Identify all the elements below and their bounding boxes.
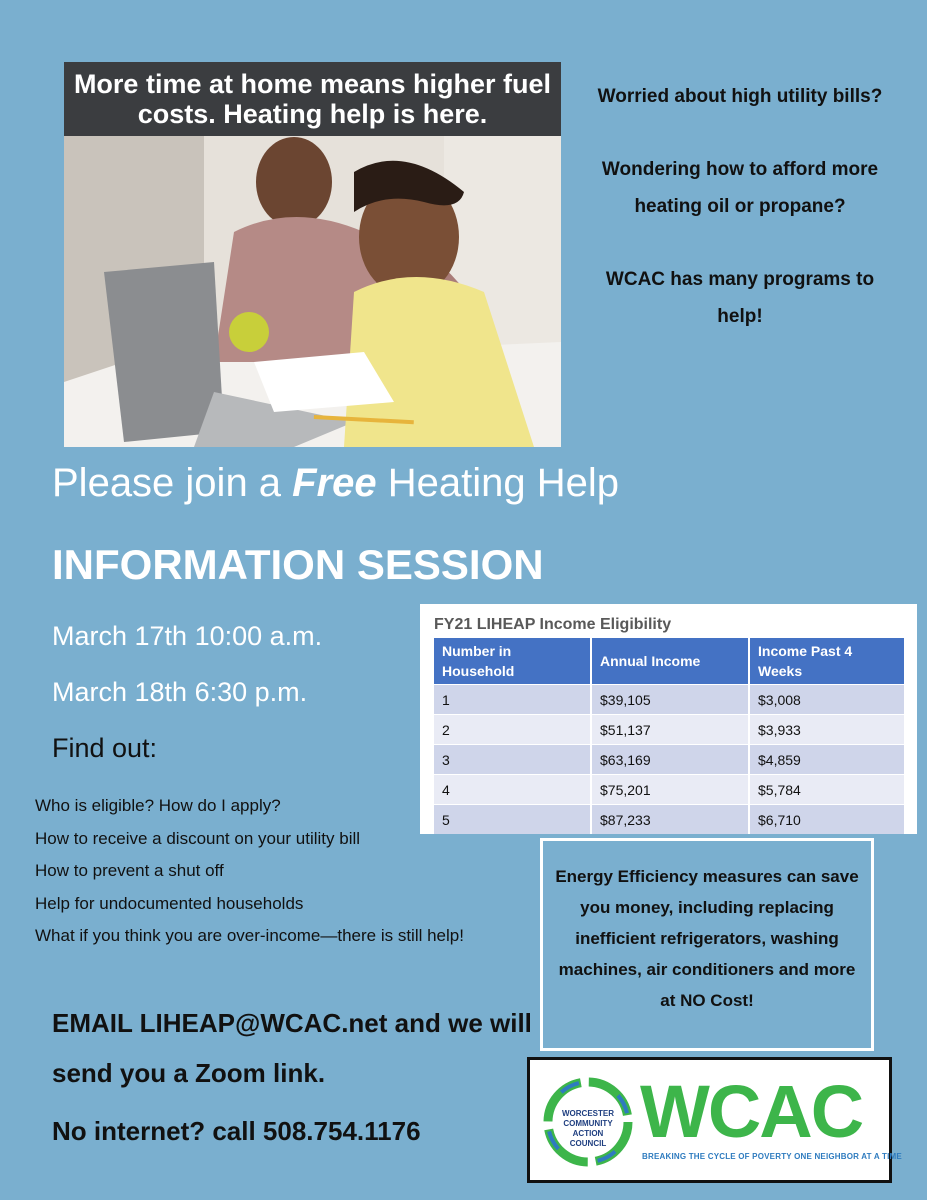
join-heading xyxy=(52,461,619,506)
wcac-wordmark: WCAC xyxy=(640,1070,863,1153)
session-date-1: March 17th 10:00 a.m. xyxy=(52,621,323,651)
email-instructions[interactable]: EMAIL LIHEAP@WCAC.net and we will send you a Zoom link. xyxy=(52,1008,532,1088)
join-free: Free xyxy=(292,461,377,505)
svg-text:COUNCIL: COUNCIL xyxy=(569,1139,607,1148)
topic-item: What if you think you are over-income—there is still help! xyxy=(35,926,464,945)
question-high-bills: Worried about high utility bills? xyxy=(597,86,883,107)
wcac-programs-note: WCAC has many programs to help! xyxy=(605,269,875,327)
table-cell: $63,169 xyxy=(591,745,749,775)
svg-text:COMMUNITY: COMMUNITY xyxy=(563,1119,613,1128)
hero-photo xyxy=(64,62,561,447)
table-row xyxy=(434,805,905,835)
table-row xyxy=(434,775,905,805)
table-cell: $6,710 xyxy=(749,805,905,835)
svg-text:WORCESTER: WORCESTER xyxy=(562,1109,614,1118)
header-household: Number in Household xyxy=(434,638,591,685)
table-cell: $4,859 xyxy=(749,745,905,775)
header-annual-income: Annual Income xyxy=(591,638,749,685)
table-cell: 1 xyxy=(434,685,591,715)
table-cell: $75,201 xyxy=(591,775,749,805)
join-suffix: Heating Help xyxy=(376,461,620,505)
table-cell: 3 xyxy=(434,745,591,775)
table-header-row xyxy=(434,638,905,685)
question-afford-heating: Wondering how to afford more heating oil or propane? xyxy=(601,159,879,217)
join-prefix: Please join a xyxy=(52,461,293,505)
table-row xyxy=(434,685,905,715)
side-questions xyxy=(590,78,890,371)
topic-item: How to prevent a shut off xyxy=(35,861,224,880)
table-cell: $39,105 xyxy=(591,685,749,715)
photo-banner: More time at home means higher fuel costs. Heating help is here. xyxy=(64,62,561,136)
table-row xyxy=(434,745,905,775)
find-out-label: Find out: xyxy=(52,733,158,763)
wcac-seal-icon xyxy=(542,1076,634,1168)
phone-instructions[interactable]: No internet? call 508.754.1176 xyxy=(52,1116,421,1146)
topic-item: How to receive a discount on your utility bill xyxy=(35,828,361,848)
table-row xyxy=(434,715,905,745)
table-cell: 4 xyxy=(434,775,591,805)
eligibility-title: FY21 LIHEAP Income Eligibility xyxy=(434,616,672,633)
header-income-4-weeks: Income Past 4 Weeks xyxy=(749,638,905,685)
table-cell: 2 xyxy=(434,715,591,745)
wcac-logo xyxy=(527,1057,902,1183)
table-cell: $3,008 xyxy=(749,685,905,715)
table-cell: 5 xyxy=(434,805,591,835)
wcac-tagline: BREAKING THE CYCLE OF POVERTY ONE NEIGHBOR AT A TIME xyxy=(642,1152,902,1161)
topic-item: Who is eligible? How do I apply? xyxy=(35,796,281,815)
table-cell: $5,784 xyxy=(749,775,905,805)
energy-efficiency-note: Energy Efficiency measures can save you money, including replacing inefficient refrigerators, washing machines, air conditioners and more at NO Cost! xyxy=(540,838,874,1051)
table-cell: $51,137 xyxy=(591,715,749,745)
topic-item: Help for undocumented households xyxy=(35,893,304,913)
topic-list xyxy=(35,790,464,953)
eligibility-table xyxy=(434,638,906,834)
svg-text:ACTION: ACTION xyxy=(572,1129,604,1138)
table-cell: $87,233 xyxy=(591,805,749,835)
table-cell: $3,933 xyxy=(749,715,905,745)
session-title: INFORMATION SESSION xyxy=(52,541,544,588)
eligibility-table-box xyxy=(420,604,917,834)
session-date-2: March 18th 6:30 p.m. xyxy=(52,677,308,707)
